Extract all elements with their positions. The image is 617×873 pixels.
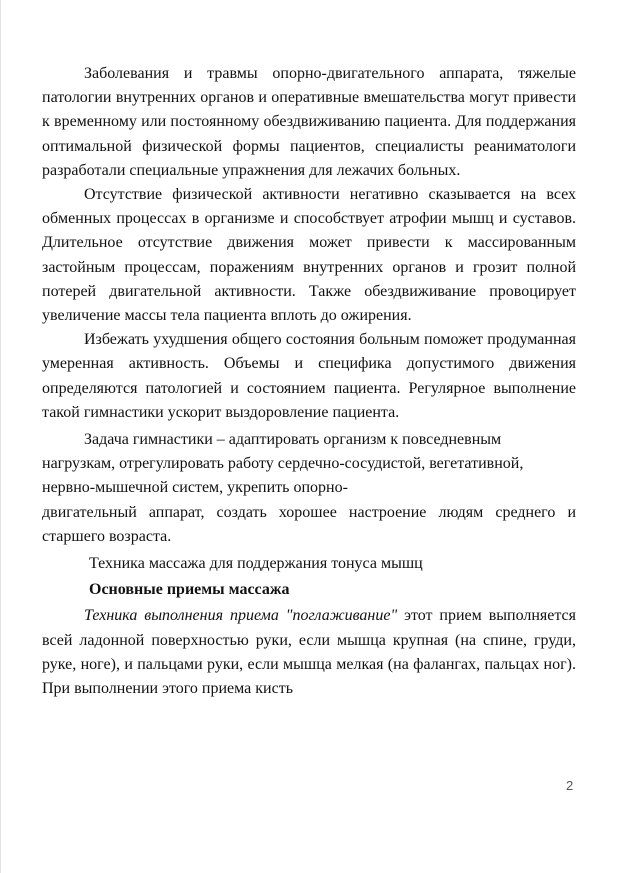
section-heading: Основные приемы массажа [89,581,290,599]
subtitle-massage-technique: Техника массажа для поддержания тонуса мышц [89,555,423,573]
paragraph-moderate-activity: Избежать ухудшения общего состояния больным поможет продуманная умеренная активность. Объемы и специфика допустимого движения определяются патологией и состоянием пациента. Регулярное выполнение такой гимнастики ускорит выздоровление пациента. [42,331,576,421]
page-number: 2 [566,778,574,793]
paragraph-inactivity: Отсутствие физической активности негативно сказывается на всех обменных процессах в организме и способствует атрофии мышц и суставов. Длительное отсутствие движения может привести к массированным застойным процессам, поражениям внутренних органов и грозит полной потерей двигательной активности. Также обездвиживание провоцирует увеличение массы тела пациента вплоть до ожирения. [42,186,576,325]
paragraph-stroking-technique [42,604,576,701]
paragraph-gymnastics-task-continued: двигательный аппарат, создать хорошее настроение людям среднего и старшего возраста. [42,503,576,545]
stroking-technique-lead: Техника выполнения приема "поглаживание" [84,607,398,625]
paragraph-gymnastics-task: Задача гимнастики – адаптировать организм к повседневным нагрузкам, отрегулировать работу сердечно-сосудистой, вегетативной, нервно-мышечной систем, укрепить опорно- [42,431,524,497]
document-body [42,62,576,701]
stroking-technique-text: этот прием выполняется всей ладонной поверхностью руки, если мышца крупная (на спине, груди, руке, ноге), и пальцами руки, если мышца мелкая (на фалангах, пальцах ног). При выполнении этого приема кисть [42,607,577,698]
paragraph-diseases: Заболевания и травмы опорно-двигательного аппарата, тяжелые патологии внутренних органов и оперативные вмешательства могут привести к временному или постоянному обездвиживанию пациента. Для поддержания оптимальной физической формы пациентов, специалисты реаниматологи разработали специальные упражнения для лежачих больных. [42,65,576,179]
